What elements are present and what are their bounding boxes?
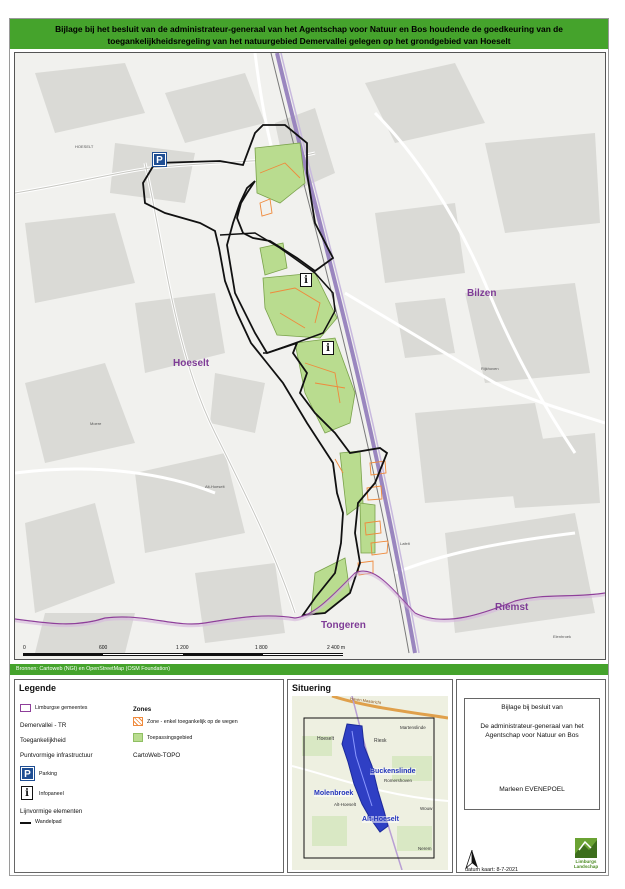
cartoweb-label: CartoWeb-TOPO bbox=[133, 752, 181, 759]
decision-line-3: Agentschap voor Natuur en Bos bbox=[485, 732, 579, 739]
sources-bar: Bronnen: Cartoweb (NGI) en OpenStreetMap (OSM Foundation) bbox=[10, 664, 608, 675]
decision-line-2: De administrateur-generaal van het bbox=[480, 723, 584, 730]
map-date: datum kaart: 8-7-2021 bbox=[465, 867, 519, 873]
situering-canvas bbox=[292, 696, 448, 870]
demervallei-label: Demervallei - TR bbox=[20, 722, 67, 729]
situering-label-hoeselt: Hoeselt bbox=[317, 736, 334, 742]
scale-tick-4: 2 400 m bbox=[327, 645, 346, 651]
page-footer bbox=[0, 880, 625, 889]
situering-label-nerem: Nerem bbox=[418, 846, 432, 851]
municipality-label: Limburgse gemeentes bbox=[35, 705, 88, 711]
info-marker-2[interactable]: i bbox=[322, 341, 334, 355]
zone-roads-label: Zone - enkel toegankelijk op de wegen bbox=[147, 719, 238, 725]
situering-label-buckenslinde: Buckenslinde bbox=[370, 768, 416, 775]
svg-text:HOESELT: HOESELT bbox=[75, 144, 94, 149]
legend-title: Legende bbox=[19, 683, 57, 693]
situering-label-riesk: Riesk bbox=[374, 738, 387, 744]
logo-text-2: Landschap bbox=[573, 864, 599, 869]
municipality-swatch bbox=[20, 704, 31, 712]
info-panel bbox=[456, 679, 606, 873]
title-line-1: Bijlage bij het besluit van de administrateur-generaal van het Agentschap voor Natuur en Bos houdende de goedkeuring van de bbox=[55, 24, 563, 34]
place-label-hoeselt: Hoeselt bbox=[173, 358, 210, 369]
situering-panel bbox=[287, 679, 453, 873]
scale-tick-0: 0 bbox=[23, 645, 26, 651]
scale-tick-3: 1 800 bbox=[255, 645, 268, 651]
legend-parking-label: Parking bbox=[39, 771, 57, 777]
decision-line-1: Bijlage bij besluit van bbox=[501, 704, 563, 711]
situering-title: Situering bbox=[292, 683, 332, 693]
zone-roads-swatch bbox=[133, 717, 143, 726]
zone-area-swatch bbox=[133, 733, 143, 742]
place-label-riemst: Riemst bbox=[495, 602, 529, 613]
scale-tick-2: 1 200 bbox=[176, 645, 189, 651]
accessibility-label: Toegankelijkheid bbox=[20, 737, 66, 744]
info-marker-1[interactable]: i bbox=[300, 273, 312, 287]
map-sheet bbox=[9, 18, 609, 876]
svg-text:Elenhroek: Elenhroek bbox=[553, 634, 572, 639]
main-map[interactable] bbox=[14, 52, 606, 660]
parking-marker[interactable]: P bbox=[153, 153, 166, 166]
footpath-label: Wandelpad bbox=[35, 819, 62, 825]
situering-label-alt-hoeselt: Alt-Hoeselt bbox=[362, 816, 399, 823]
logo-text-1: Limburgs bbox=[575, 859, 597, 864]
legend-panel bbox=[14, 679, 284, 873]
situering-label-molenbroek: Molenbroek bbox=[314, 790, 354, 797]
legend-parking-icon: P bbox=[21, 767, 34, 780]
svg-text:Rijkhoven: Rijkhoven bbox=[481, 366, 499, 371]
situering-label-martenslinde: Martenslinde bbox=[400, 725, 426, 730]
situering-label-wouw: Wouw bbox=[420, 806, 433, 811]
scale-tick-1: 600 bbox=[99, 645, 108, 651]
legend-info-icon: i bbox=[21, 786, 33, 800]
situering-map[interactable] bbox=[292, 696, 448, 870]
main-map-canvas bbox=[15, 53, 605, 659]
svg-text:Moere: Moere bbox=[90, 421, 102, 426]
signer-name: Marleen EVENEPOEL bbox=[499, 786, 565, 793]
title-line-2: toegankelijkheidsregeling van het natuurgebied Demervallei gelegen op het grondgebied van Hoeselt bbox=[107, 36, 511, 46]
place-label-bilzen: Bilzen bbox=[467, 288, 497, 299]
legend-info-label: Infopaneel bbox=[39, 791, 64, 797]
situering-road-label: Haven Maastricht bbox=[349, 696, 382, 706]
zone-area-label: Toepassingsgebied bbox=[147, 735, 193, 741]
point-infra-label: Puntvormige infrastructuur bbox=[20, 752, 93, 759]
scale-bar bbox=[23, 647, 353, 656]
line-elements-label: Lijnvormige elementen bbox=[20, 808, 83, 815]
limburgs-landschap-logo bbox=[569, 836, 603, 870]
zones-title: Zones bbox=[133, 706, 152, 713]
svg-text:Lafelt: Lafelt bbox=[400, 541, 410, 546]
title-banner bbox=[10, 19, 608, 49]
logo-mark-icon bbox=[569, 836, 603, 860]
decision-box bbox=[464, 698, 600, 810]
situering-label-alt-hoeselt-small: Alt-Hoeselt bbox=[334, 802, 357, 807]
svg-text:Alt-Hoeselt: Alt-Hoeselt bbox=[205, 484, 225, 489]
situering-label-romershoven: Romershoven bbox=[384, 778, 413, 783]
place-label-tongeren: Tongeren bbox=[321, 620, 366, 631]
footpath-swatch bbox=[20, 822, 31, 824]
